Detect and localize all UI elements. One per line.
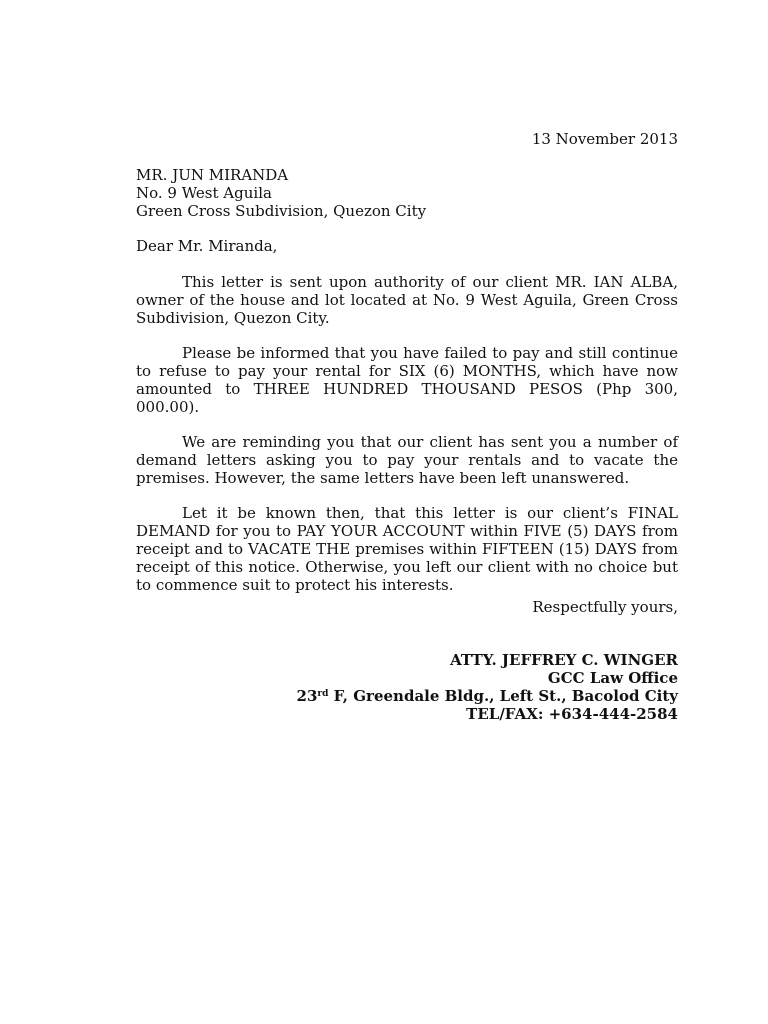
closing: Respectfully yours, <box>532 598 678 616</box>
signatory-address <box>297 687 678 705</box>
letter-body <box>136 273 678 611</box>
letter-date: 13 November 2013 <box>531 130 678 148</box>
body-paragraph-final-demand: Let it be known then, that this letter is our client’s FINAL DEMAND for you to PAY YOUR ACCOUNT within FIVE (5) DAYS from receipt and to VACATE THE premises within FIFTEEN (15) DAYS from receipt of this notice. Otherwise, you left our client with no choice but to commence suit to protect his interests. <box>136 504 678 594</box>
signatory-telfax: TEL/FAX: +634-444-2584 <box>466 705 678 723</box>
body-paragraph-authority: This letter is sent upon authority of our client MR. IAN ALBA, owner of the house and lot located at No. 9 West Aguila, Green Cross Subdivision, Quezon City. <box>136 273 678 327</box>
signatory-name: ATTY. JEFFREY C. WINGER <box>450 651 678 669</box>
signature-block <box>297 651 678 723</box>
recipient-block <box>136 166 678 220</box>
address-floor-suffix: rd <box>317 689 329 699</box>
salutation: Dear Mr. Miranda, <box>136 237 278 255</box>
signatory-office: GCC Law Office <box>547 669 678 687</box>
body-paragraph-prior-demands: We are reminding you that our client has sent you a number of demand letters asking you to pay your rentals and to vacate the premises. However, the same letters have been left unanswered. <box>136 433 678 487</box>
recipient-name: MR. JUN MIRANDA <box>136 166 289 184</box>
body-paragraph-arrears: Please be informed that you have failed to pay and still continue to refuse to pay your rental for SIX (6) MONTHS, which have now amounted to THREE HUNDRED THOUSAND PESOS (Php 300, 000.00). <box>136 344 678 416</box>
recipient-address-line-1: No. 9 West Aguila <box>136 184 272 202</box>
recipient-address-line-2: Green Cross Subdivision, Quezon City <box>136 202 427 220</box>
address-rest: F, Greendale Bldg., Left St., Bacolod City <box>328 687 678 705</box>
address-floor-number: 23 <box>296 687 318 705</box>
